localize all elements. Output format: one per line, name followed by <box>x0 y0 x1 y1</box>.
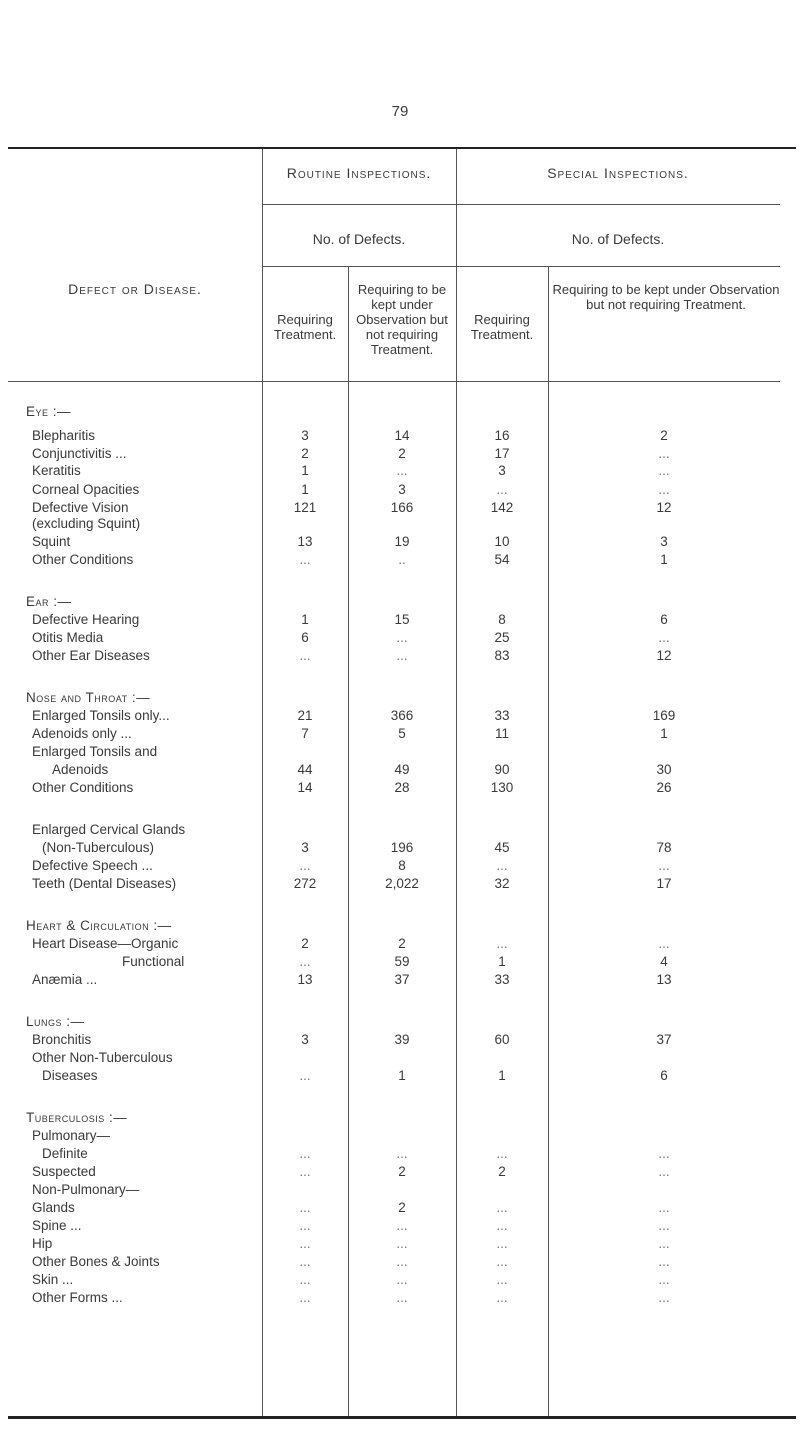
table-cell: 3 <box>660 534 668 549</box>
table-bottom-rule <box>8 1416 796 1419</box>
table-cell: 169 <box>652 708 676 723</box>
table-cell: ... <box>658 463 670 478</box>
table-cell: 6 <box>301 630 309 645</box>
table-cell: 37 <box>656 1032 672 1047</box>
routine-header: Routine Inspections. <box>286 165 432 181</box>
table-cell: 142 <box>490 500 514 515</box>
table-cell: ... <box>658 1218 670 1233</box>
table-cell: 17 <box>494 446 510 461</box>
row-label: Other Conditions <box>32 780 134 795</box>
routine-treatment-header: Requiring Treatment. <box>273 312 337 342</box>
table-top-rule <box>8 147 796 149</box>
table-cell: 1 <box>498 1068 506 1083</box>
table-cell: 2 <box>398 446 406 461</box>
table-cell: ... <box>299 1146 311 1161</box>
table-cell: 2 <box>301 446 309 461</box>
table-cell: ... <box>496 1254 508 1269</box>
table-cell: 2 <box>301 936 309 951</box>
row-label: Suspected <box>32 1164 96 1179</box>
table-cell: ... <box>496 1146 508 1161</box>
table-cell: ... <box>658 1290 670 1305</box>
table-cell: 19 <box>394 534 410 549</box>
row-label: Bronchitis <box>32 1032 92 1047</box>
table-cell: 2,022 <box>385 876 419 891</box>
table-cell: ... <box>299 1200 311 1215</box>
table-cell: 14 <box>297 780 313 795</box>
row-label: Keratitis <box>32 463 81 478</box>
table-cell: 33 <box>494 972 510 987</box>
table-cell: ... <box>299 552 311 567</box>
table-cell: 2 <box>398 1200 406 1215</box>
row-label: (excluding Squint) <box>32 516 141 531</box>
table-cell: 11 <box>494 726 509 741</box>
table-cell: ... <box>299 858 311 873</box>
row-label: Glands <box>32 1200 75 1215</box>
table-cell: 59 <box>394 954 410 969</box>
table-cell: ... <box>496 482 508 497</box>
table-cell: ... <box>658 1146 670 1161</box>
column-divider-4 <box>548 266 549 1416</box>
table-cell: ... <box>658 630 670 645</box>
table-cell: ... <box>299 954 311 969</box>
table-cell: ... <box>496 1272 508 1287</box>
table-cell: 6 <box>660 612 668 627</box>
table-cell: 1 <box>301 612 309 627</box>
table-cell: 3 <box>398 482 406 497</box>
table-cell: 2 <box>660 428 668 443</box>
table-cell: 25 <box>494 630 510 645</box>
routine-observation-header: Requiring to be kept under Observation but not requiring Treatment. <box>356 282 448 357</box>
table-cell: ... <box>299 1290 311 1305</box>
special-treatment-header: Requiring Treatment. <box>470 312 534 342</box>
table-cell: ... <box>658 858 670 873</box>
row-label: Enlarged Cervical Glands <box>32 822 186 837</box>
table-cell: ... <box>396 630 408 645</box>
row-label: Skin ... <box>32 1272 74 1287</box>
row-label: Defective Hearing <box>32 612 140 627</box>
row-label: Defective Speech ... <box>32 858 153 873</box>
row-label: Anæmia ... <box>32 972 98 987</box>
table-cell: ... <box>396 648 408 663</box>
page-number: 79 <box>391 103 409 120</box>
table-cell: 2 <box>398 1164 406 1179</box>
table-cell: 3 <box>301 428 309 443</box>
row-label: Adenoids only ... <box>32 726 132 741</box>
special-header: Special Inspections. <box>547 165 689 181</box>
row-label: Squint <box>32 534 71 549</box>
header-rule-2 <box>262 266 780 267</box>
table-cell: 2 <box>398 936 406 951</box>
table-cell: 54 <box>494 552 510 567</box>
table-cell: ... <box>299 1272 311 1287</box>
table-cell: 121 <box>293 500 317 515</box>
table-cell: ... <box>299 1164 311 1179</box>
table-cell: 8 <box>498 612 506 627</box>
table-cell: 32 <box>494 876 510 891</box>
table-cell: 15 <box>394 612 410 627</box>
table-cell: ... <box>658 1272 670 1287</box>
row-label: Spine ... <box>32 1218 82 1233</box>
table-cell: 21 <box>297 708 313 723</box>
table-cell: 6 <box>660 1068 668 1083</box>
section-heading: Eye :— <box>26 404 72 419</box>
table-cell: 166 <box>390 500 414 515</box>
row-label: Corneal Opacities <box>32 482 140 497</box>
table-cell: 17 <box>656 876 672 891</box>
header-rule-1 <box>262 204 780 205</box>
table-cell: 7 <box>301 726 309 741</box>
table-cell: 3 <box>498 463 506 478</box>
table-cell: 8 <box>398 858 406 873</box>
table-cell: 12 <box>656 648 672 663</box>
table-cell: ... <box>299 1218 311 1233</box>
section-heading: Lungs :— <box>26 1014 85 1029</box>
row-label: Functional <box>122 954 185 969</box>
table-cell: 33 <box>494 708 510 723</box>
table-cell: 26 <box>656 780 672 795</box>
table-cell: 272 <box>293 876 317 891</box>
table-cell: 90 <box>494 762 510 777</box>
table-cell: 1 <box>660 552 668 567</box>
section-heading: Nose and Throat :— <box>26 690 151 705</box>
table-cell: ... <box>396 1290 408 1305</box>
table-cell: 2 <box>498 1164 506 1179</box>
table-cell: 5 <box>398 726 406 741</box>
table-cell: 130 <box>490 780 514 795</box>
row-label: Pulmonary— <box>32 1128 111 1143</box>
section-heading: Ear :— <box>26 594 72 609</box>
row-label: Diseases <box>42 1068 98 1083</box>
table-cell: ... <box>496 1290 508 1305</box>
row-label: Other Forms ... <box>32 1290 123 1305</box>
table-cell: 1 <box>301 463 309 478</box>
row-label: Definite <box>42 1146 88 1161</box>
table-cell: ... <box>396 1218 408 1233</box>
row-label: Adenoids <box>52 762 109 777</box>
table-cell: 1 <box>660 726 668 741</box>
table-cell: ... <box>496 1200 508 1215</box>
table-cell: 12 <box>656 500 672 515</box>
special-defects-header: No. of Defects. <box>571 231 665 247</box>
defect-column-header: Defect or Disease. <box>68 281 202 297</box>
table-cell: 4 <box>660 954 668 969</box>
table-cell: 13 <box>297 534 313 549</box>
table-cell: ... <box>496 1236 508 1251</box>
table-cell: ... <box>396 1236 408 1251</box>
table-cell: 1 <box>398 1068 406 1083</box>
table-cell: 45 <box>494 840 510 855</box>
row-label: Otitis Media <box>32 630 104 645</box>
row-label: Hip <box>32 1236 53 1251</box>
table-cell: ... <box>496 858 508 873</box>
section-heading: Tuberculosis :— <box>26 1110 128 1125</box>
table-cell: ... <box>396 1146 408 1161</box>
table-cell: ... <box>396 463 408 478</box>
row-label: Non-Pulmonary— <box>32 1182 140 1197</box>
row-label: Blepharitis <box>32 428 96 443</box>
table-cell: ... <box>658 1200 670 1215</box>
row-label: Defective Vision <box>32 500 129 515</box>
row-label: Other Conditions <box>32 552 134 567</box>
table-cell: ... <box>658 1164 670 1179</box>
table-cell: 28 <box>394 780 410 795</box>
table-cell: ... <box>658 1254 670 1269</box>
table-cell: 3 <box>301 1032 309 1047</box>
table-cell: 13 <box>297 972 313 987</box>
table-cell: 10 <box>494 534 510 549</box>
section-heading: Heart & Circulation :— <box>26 918 172 933</box>
table-cell: 16 <box>494 428 510 443</box>
table-cell: ... <box>658 1236 670 1251</box>
table-cell: 39 <box>394 1032 410 1047</box>
table-cell: ... <box>299 1068 311 1083</box>
row-label: Heart Disease—Organic <box>32 936 179 951</box>
table-cell: ... <box>658 482 670 497</box>
table-cell: ... <box>396 1272 408 1287</box>
table-cell: 3 <box>301 840 309 855</box>
table-cell: ... <box>658 936 670 951</box>
table-cell: ... <box>396 1254 408 1269</box>
table-cell: 196 <box>390 840 414 855</box>
table-cell: 1 <box>498 954 506 969</box>
table-cell: ... <box>299 648 311 663</box>
table-cell: 14 <box>394 428 410 443</box>
row-label: Enlarged Tonsils and <box>32 744 158 759</box>
table-cell: ... <box>299 1236 311 1251</box>
row-label: Enlarged Tonsils only... <box>32 708 170 723</box>
table-cell: .. <box>398 552 406 567</box>
row-label: Other Bones & Joints <box>32 1254 160 1269</box>
table-cell: 13 <box>656 972 672 987</box>
table-cell: ... <box>496 1218 508 1233</box>
table-cell: 78 <box>656 840 672 855</box>
table-cell: ... <box>658 446 670 461</box>
row-label: (Non-Tuberculous) <box>42 840 155 855</box>
table-cell: ... <box>496 936 508 951</box>
table-cell: 1 <box>301 482 309 497</box>
table-cell: 49 <box>394 762 410 777</box>
header-bottom-rule <box>8 381 780 382</box>
row-label: Conjunctivitis ... <box>32 446 127 461</box>
row-label: Other Ear Diseases <box>32 648 150 663</box>
routine-defects-header: No. of Defects. <box>312 231 406 247</box>
table-cell: 83 <box>494 648 510 663</box>
table-cell: 37 <box>394 972 410 987</box>
row-label: Teeth (Dental Diseases) <box>32 876 177 891</box>
special-observation-header: Requiring to be kept under Observation but not requiring Treatment. <box>552 282 780 312</box>
row-label: Other Non-Tuberculous <box>32 1050 173 1065</box>
table-cell: 60 <box>494 1032 510 1047</box>
table-cell: 366 <box>390 708 414 723</box>
table-cell: 44 <box>297 762 313 777</box>
table-cell: 30 <box>656 762 672 777</box>
table-cell: ... <box>299 1254 311 1269</box>
